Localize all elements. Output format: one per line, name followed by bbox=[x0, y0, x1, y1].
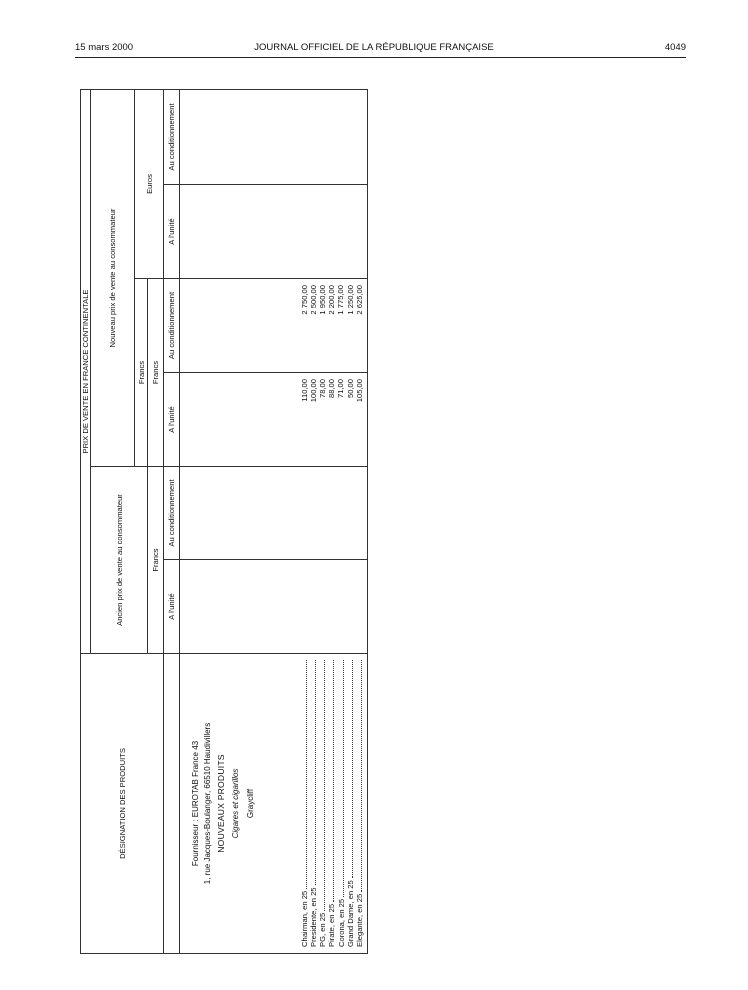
nouveau-francs-header: Francs bbox=[135, 279, 148, 467]
supplier-address: 1, rue Jacques-Boulanger, 66510 Haudivillers bbox=[202, 722, 212, 885]
price-table bbox=[80, 89, 368, 954]
pack-price: 1 950,00 bbox=[318, 285, 328, 315]
dot-leader bbox=[333, 660, 334, 902]
product-name: Corona, en 25 bbox=[336, 898, 346, 947]
unit-price: 88,00 bbox=[327, 379, 337, 399]
product-name: Pirate, en 25 bbox=[327, 903, 337, 947]
designation-cell bbox=[180, 654, 368, 954]
pack-price: 1 775,00 bbox=[336, 285, 346, 315]
pack-price: 2 750,00 bbox=[299, 285, 309, 315]
ancien-unit-header: A l'unité bbox=[164, 560, 180, 654]
header-date: 15 mars 2000 bbox=[75, 42, 134, 53]
designation-subheader bbox=[164, 654, 180, 954]
rotated-table bbox=[80, 90, 368, 954]
dot-leader bbox=[361, 660, 362, 892]
euro-unit-cell bbox=[180, 185, 368, 279]
product-category: Cigares et cigarillos bbox=[230, 768, 240, 839]
product-name: Presidente, en 25 bbox=[309, 887, 319, 947]
euro-pack-cell bbox=[180, 90, 368, 185]
nouveau-pack-header: Au conditionnement bbox=[164, 279, 180, 373]
pack-price: 1 250,00 bbox=[345, 285, 355, 315]
nouveau-unit-header: A l'unité bbox=[164, 373, 180, 467]
supplier-block bbox=[190, 660, 258, 947]
nouveau-prix-header: Nouveau prix de vente au consommateur bbox=[91, 90, 135, 467]
product-name: Chairman, en 25 bbox=[299, 890, 309, 947]
prix-vente-header: PRIX DE VENTE EN FRANCE CONTINENTALE bbox=[81, 90, 91, 654]
list-item bbox=[300, 660, 309, 947]
price-table-frame bbox=[80, 90, 367, 954]
list-item bbox=[355, 660, 364, 947]
euro-pack-header: Au conditionnement bbox=[164, 90, 180, 185]
journal-title: JOURNAL OFFICIEL DE LA RÉPUBLIQUE FRANÇAISE bbox=[254, 42, 494, 53]
new-products-heading: NOUVEAUX PRODUITS bbox=[215, 754, 226, 853]
unit-price: 110,00 bbox=[299, 379, 309, 402]
header-rule bbox=[75, 57, 686, 58]
unit-price: 78,00 bbox=[318, 379, 328, 399]
nouveau-unit-cell bbox=[180, 373, 368, 467]
dot-leader bbox=[324, 660, 325, 911]
dot-leader bbox=[306, 660, 307, 889]
product-name: Grand Dame, en 25 bbox=[345, 880, 355, 947]
nouveau-euros-header: Euros bbox=[135, 90, 164, 279]
ancien-unit-cell bbox=[180, 560, 368, 654]
pack-price: 2 200,00 bbox=[327, 285, 337, 315]
ancien-francs-header: Francs bbox=[148, 467, 164, 654]
nouveau-francs-subheader: Francs bbox=[148, 279, 164, 467]
unit-price: 50,00 bbox=[345, 379, 355, 399]
page-number: 4049 bbox=[664, 42, 686, 53]
dot-leader bbox=[343, 660, 344, 897]
unit-price: 100,00 bbox=[308, 379, 318, 403]
pack-price: 2 625,00 bbox=[354, 285, 364, 315]
unit-price: 105,00 bbox=[354, 379, 364, 403]
ancien-prix-header: Ancien prix de vente au consommateur bbox=[91, 467, 148, 654]
product-name: Elegante, en 25 bbox=[355, 893, 364, 947]
nouveau-pack-cell bbox=[180, 279, 368, 373]
unit-price: 71,00 bbox=[336, 379, 346, 399]
euro-unit-header: A l'unité bbox=[164, 185, 180, 279]
designation-header: DÉSIGNATION DES PRODUITS bbox=[81, 654, 164, 954]
product-name: PG, en 25 bbox=[318, 912, 328, 947]
list-item bbox=[309, 660, 318, 947]
list-item bbox=[336, 660, 345, 947]
list-item bbox=[346, 660, 355, 947]
list-item bbox=[318, 660, 327, 947]
supplier-name: Fournisseur : EUROTAB France 43 bbox=[190, 740, 200, 867]
list-item bbox=[327, 660, 336, 947]
dot-leader bbox=[352, 660, 353, 878]
pack-price: 2 500,00 bbox=[308, 285, 318, 315]
brand-name: Graycliff bbox=[245, 788, 255, 819]
ancien-pack-header: Au conditionnement bbox=[164, 467, 180, 560]
ancien-pack-cell bbox=[180, 467, 368, 560]
dot-leader bbox=[315, 660, 316, 885]
